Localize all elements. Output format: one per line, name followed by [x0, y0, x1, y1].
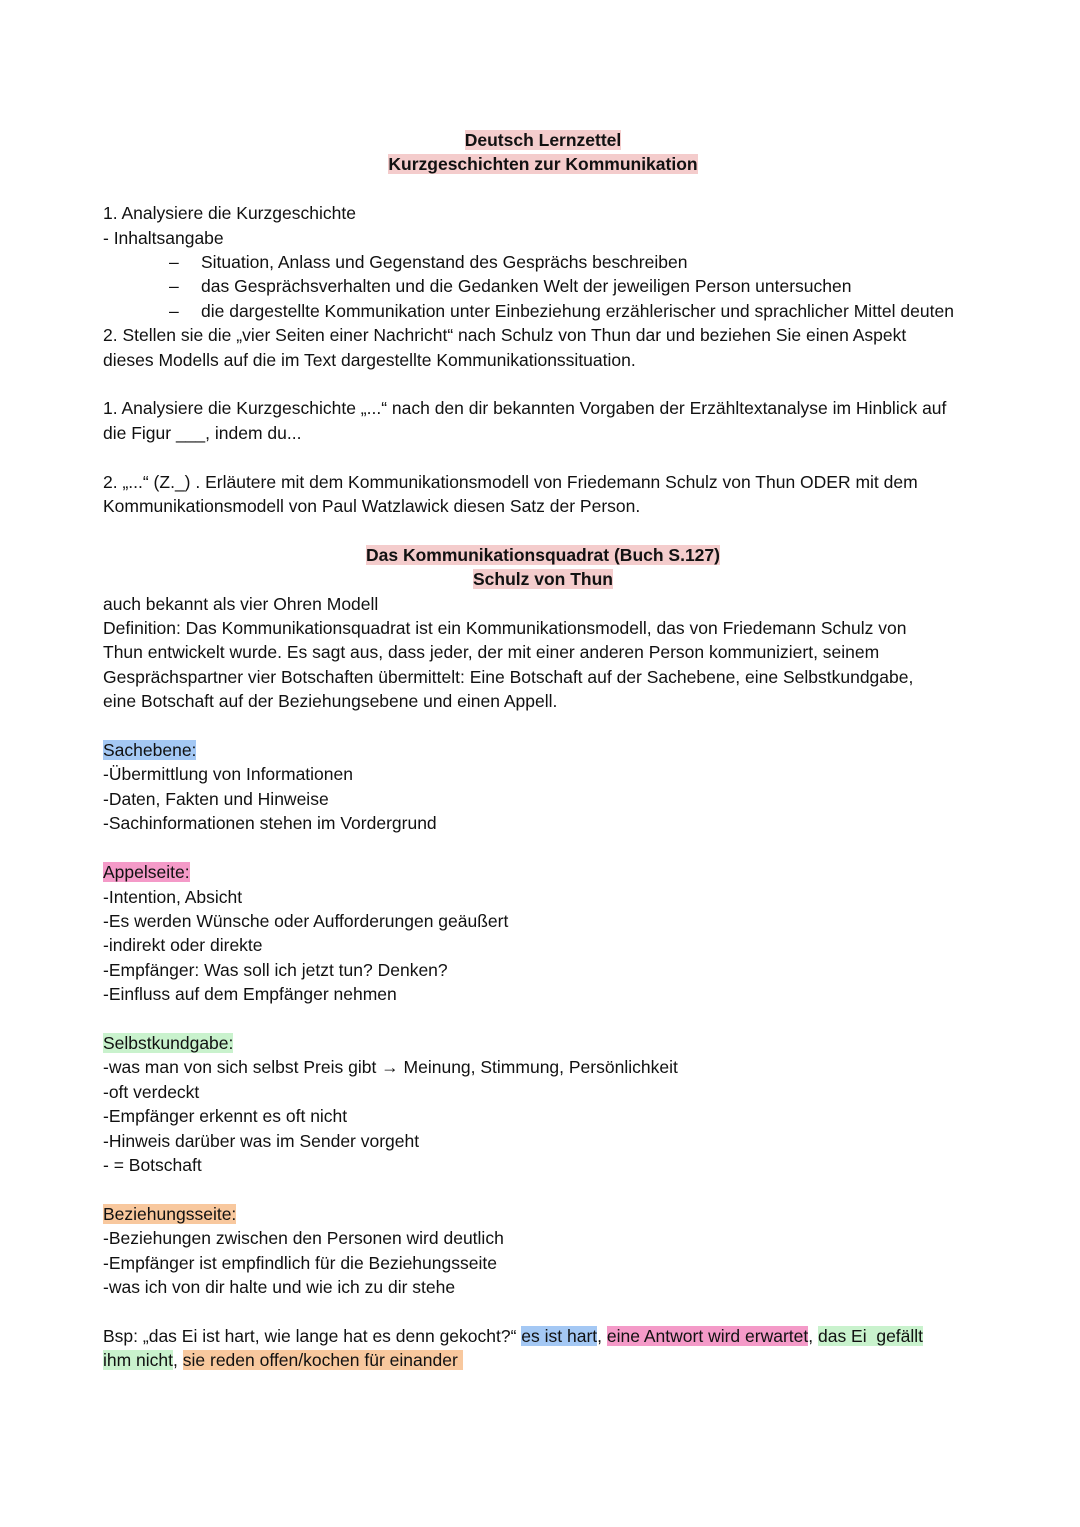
list-item: -Empfänger erkennt es oft nicht: [103, 1106, 348, 1127]
task-3-line: die Figur ___, indem du...: [103, 422, 302, 443]
example-beziehung-highlight: sie reden offen/kochen für einander: [182, 1350, 463, 1371]
definition-line: eine Botschaft auf der Beziehungsebene und einen Appell.: [103, 691, 558, 712]
list-item: -indirekt oder direkte: [103, 935, 263, 956]
list-item: -was ich von dir halte und wie ich zu dir stehe: [103, 1276, 456, 1297]
list-item: -Empfänger: Was soll ich jetzt tun? Denken?: [103, 959, 448, 980]
example-sach-highlight: es ist hart: [521, 1325, 598, 1346]
task-2-line: dieses Modells auf die im Text dargestellte Kommunikationssituation.: [103, 349, 636, 370]
definition-line: Gesprächspartner vier Botschaften übermittelt: Eine Botschaft auf der Sachebene, eine Selbstkundgabe,: [103, 666, 914, 687]
list-item: – Situation, Anlass und Gegenstand des Gesprächs beschreiben: [169, 252, 688, 273]
section-title: Das Kommunikationsquadrat (Buch S.127): [366, 544, 720, 565]
example-selbst-highlight: das Ei gefällt: [817, 1325, 924, 1346]
task-1-sub: - Inhaltsangabe: [103, 227, 224, 248]
list-item: -Hinweis darüber was im Sender vorgeht: [103, 1130, 420, 1151]
list-item: - = Botschaft: [103, 1154, 202, 1175]
list-item: -Übermittlung von Informationen: [103, 764, 353, 785]
section-aka: auch bekannt als vier Ohren Modell: [103, 593, 379, 614]
task-4-line: 2. „...“ (Z._) . Erläutere mit dem Kommunikationsmodell von Friedemann Schulz von Thun ODER mit dem: [103, 471, 918, 492]
task-1-heading: 1. Analysiere die Kurzgeschichte: [103, 203, 356, 224]
list-item: – das Gesprächsverhalten und die Gedanken Welt der jeweiligen Person untersuchen: [169, 276, 852, 297]
appelseite-heading: Appelseite:: [103, 862, 190, 883]
list-item: -Einfluss auf dem Empfänger nehmen: [103, 984, 397, 1005]
list-item: -Sachinformationen stehen im Vordergrund: [103, 813, 437, 834]
definition-line: Definition: Das Kommunikationsquadrat ist ein Kommunikationsmodell, das von Friedemann Schulz von: [103, 618, 907, 639]
document-body: [103, 128, 983, 1373]
section-subtitle: Schulz von Thun: [473, 569, 613, 590]
list-item: – die dargestellte Kommunikation unter Einbeziehung erzählerischer und sprachlicher Mittel deuten: [169, 300, 954, 321]
task-2-line: 2. Stellen sie die „vier Seiten einer Nachricht“ nach Schulz von Thun dar und beziehen Sie einen Aspekt: [103, 325, 907, 346]
example-line-1: Bsp: „das Ei ist hart, wie lange hat es denn gekocht?“ es ist hart, eine Antwort wird erwartet, das Ei gefällt: [103, 1325, 924, 1346]
definition-line: Thun entwickelt wurde. Es sagt aus, dass jeder, der mit einer anderen Person kommuniziert, seinem: [103, 642, 880, 663]
example-selbst-highlight: ihm nicht: [103, 1350, 174, 1371]
list-item: -was man von sich selbst Preis gibt → Meinung, Stimmung, Persönlichkeit: [103, 1057, 678, 1078]
page-title: Deutsch Lernzettel: [464, 130, 622, 150]
task-3-line: 1. Analysiere die Kurzgeschichte „...“ nach den dir bekannten Vorgaben der Erzähltextanalyse im Hinblick auf: [103, 398, 947, 419]
selbstkundgabe-heading: Selbstkundgabe:: [103, 1032, 234, 1053]
task-1-bullets: [103, 250, 983, 323]
list-item: -oft verdeckt: [103, 1081, 200, 1102]
list-item: -Es werden Wünsche oder Aufforderungen geäußert: [103, 910, 509, 931]
list-item: -Beziehungen zwischen den Personen wird deutlich: [103, 1228, 504, 1249]
beziehungsseite-heading: Beziehungsseite:: [103, 1203, 237, 1224]
list-item: -Intention, Absicht: [103, 886, 243, 907]
sachebene-heading: Sachebene:: [103, 740, 197, 761]
task-4-line: Kommunikationsmodell von Paul Watzlawick diesen Satz der Person.: [103, 496, 641, 517]
list-item: -Empfänger ist empfindlich für die Beziehungsseite: [103, 1252, 497, 1273]
example-line-2: ihm nicht, sie reden offen/kochen für einander: [103, 1350, 463, 1371]
example-appell-highlight: eine Antwort wird erwartet: [606, 1325, 809, 1346]
list-item: -Daten, Fakten und Hinweise: [103, 788, 329, 809]
page-subtitle: Kurzgeschichten zur Kommunikation: [388, 154, 698, 175]
